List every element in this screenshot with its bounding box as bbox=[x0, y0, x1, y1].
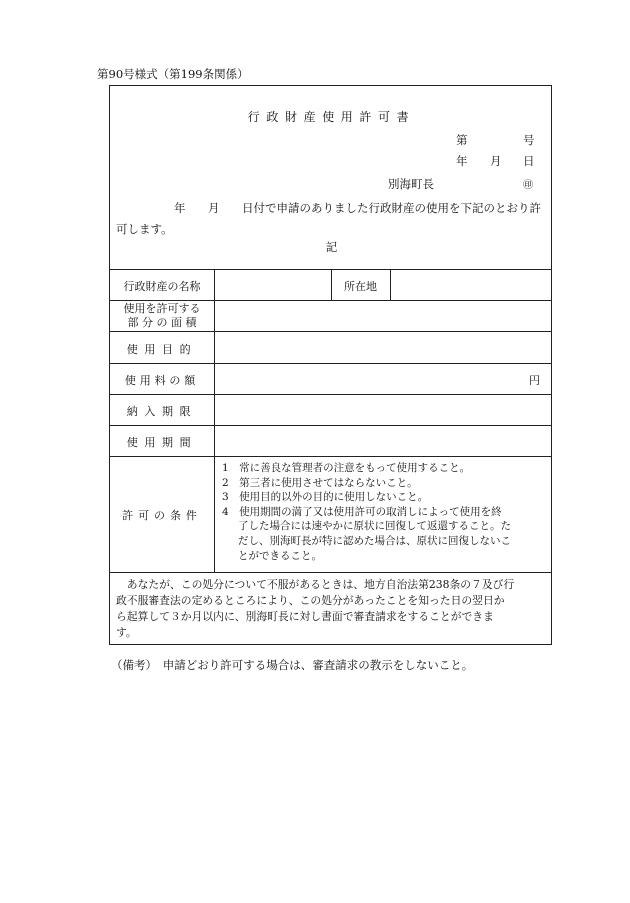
remarks-note: （備考） 申請どおり許可する場合は、審査請求の教示をしないこと。 bbox=[111, 658, 474, 672]
number-suffix: 号 bbox=[523, 133, 535, 147]
date-year: 年 bbox=[456, 154, 468, 168]
fee-field[interactable] bbox=[215, 364, 551, 394]
permit-form bbox=[109, 85, 552, 645]
condition-item: 2 第三者に使用させてはならないこと。 bbox=[222, 476, 418, 489]
property-name-field[interactable] bbox=[215, 270, 330, 300]
condition-item-cont: 了した場合には速やかに原状に回復して返還すること。た bbox=[238, 520, 511, 533]
date-month: 月 bbox=[490, 154, 502, 168]
condition-item: 3 使用目的以外の目的に使用しないこと。 bbox=[222, 491, 429, 504]
condition-item: 1 常に善良な管理者の注意をもって使用すること。 bbox=[222, 462, 471, 474]
application-sentence: 日付で申請のありました行政財産の使用を下記のとおり許 bbox=[242, 201, 541, 215]
seal-mark-icon: ㊞ bbox=[523, 180, 533, 191]
payment-due-field[interactable] bbox=[215, 395, 551, 425]
period-field[interactable] bbox=[215, 426, 551, 456]
purpose-field[interactable] bbox=[215, 332, 551, 363]
ki-heading: 記 bbox=[325, 240, 338, 254]
fee-unit: 円 bbox=[529, 374, 540, 387]
notice-line: あなたが、この処分について不服があるときは、地方自治法第238条の７及び行 bbox=[116, 578, 515, 591]
conditions-list bbox=[222, 461, 511, 563]
issuer-name: 別海町長 bbox=[388, 177, 434, 191]
condition-item-cont: とができること。 bbox=[238, 549, 322, 562]
notice-line: 政不服審査法の定めるところにより、この処分があったことを知った日の翌日か bbox=[116, 594, 505, 607]
row-divider bbox=[110, 456, 551, 457]
purpose-label: 使用目的 bbox=[126, 343, 198, 356]
property-name-label: 行政財産の名称 bbox=[123, 280, 201, 293]
payment-due-label: 納入期限 bbox=[126, 405, 198, 418]
row-divider bbox=[110, 572, 551, 573]
area-label-line1: 使用を許可する bbox=[123, 302, 201, 315]
location-field[interactable] bbox=[391, 270, 551, 300]
notice-line: す。 bbox=[116, 626, 137, 639]
condition-item: 4 使用期間の満了又は使用許可の取消しによって使用を終 bbox=[222, 505, 502, 518]
application-month: 月 bbox=[208, 201, 220, 215]
area-label-line2: 部 分 の 面 積 bbox=[127, 316, 197, 329]
appeal-notice bbox=[116, 577, 514, 641]
document-title: 行政財産使用許可書 bbox=[247, 110, 416, 124]
area-label bbox=[110, 302, 214, 330]
number-prefix: 第 bbox=[456, 133, 468, 147]
condition-item-cont: だし、別海町長が特に認めた場合は、原状に回復しないこ bbox=[238, 534, 511, 547]
period-label: 使用期間 bbox=[126, 436, 198, 449]
form-number-label: 第90号様式（第199条関係） bbox=[97, 67, 249, 81]
area-field[interactable] bbox=[215, 301, 551, 331]
conditions-label: 許可の条件 bbox=[122, 509, 202, 522]
notice-line: ら起算して３か月以内に、別海町長に対し書面で審査請求をすることができま bbox=[116, 610, 494, 623]
date-day: 日 bbox=[523, 154, 535, 168]
application-sentence-cont: 可します。 bbox=[116, 222, 173, 236]
application-year: 年 bbox=[174, 201, 186, 215]
location-label: 所在地 bbox=[344, 280, 377, 293]
fee-label: 使用料の額 bbox=[124, 374, 200, 387]
